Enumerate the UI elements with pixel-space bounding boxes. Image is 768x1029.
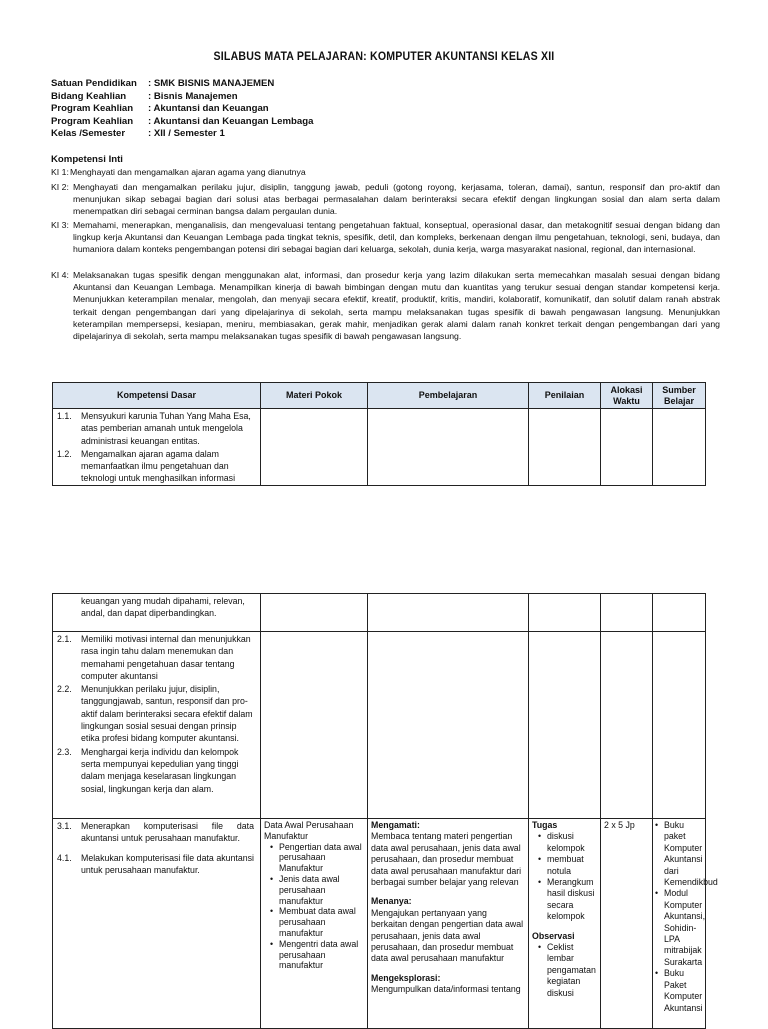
- pembelajaran-text: Mengajukan pertanyaan yang berkaitan dengan pengertian data awal perusahaan, jenis data awal perusahaan, dan prosedur membuat data awal perusahaan manufaktur: [371, 907, 524, 964]
- alokasi-waktu-value: 2 x 5 Jp: [604, 820, 635, 830]
- materi-pokok-cell: [261, 819, 368, 1029]
- empty-cell: [653, 594, 706, 632]
- meta-key: Kelas /Semester: [51, 128, 126, 140]
- empty-cell: [653, 409, 706, 486]
- penilaian-item: • Ceklist lembar pengamatan kegiatan diskusi: [547, 942, 597, 999]
- meta-value: : Akuntansi dan Keuangan: [148, 103, 269, 115]
- empty-cell: [261, 409, 368, 486]
- pembelajaran-cell: [368, 819, 529, 1029]
- kd-text: Memiliki motivasi internal dan menunjukkan rasa ingin tahu dalam menemukan dan memahami pengetahuan dasar tentang computer akuntansi: [81, 634, 251, 681]
- empty-cell: [261, 594, 368, 632]
- kd-text: Menghargai kerja individu dan kelompok serta mempunyai kepedulian yang tinggi dalam menjaga keselarasan lingkungan sosial, lingkungan kerja dan alam.: [81, 746, 239, 794]
- meta-key: Satuan Pendidikan: [51, 78, 137, 89]
- document-meta: [51, 78, 313, 141]
- kd-item: [53, 632, 260, 682]
- penilaian-item: • membuat notula: [547, 854, 597, 877]
- kd-number: 4.1.: [57, 852, 72, 863]
- table-row: [53, 632, 706, 819]
- empty-cell: [368, 594, 529, 632]
- ki-2: [51, 181, 720, 218]
- meta-value: : SMK BISNIS MANAJEMEN: [148, 78, 275, 89]
- meta-key: Program Keahlian: [51, 115, 134, 127]
- empty-cell: [601, 594, 653, 632]
- header-materi-pokok: Materi Pokok: [261, 383, 368, 409]
- sumber-belajar-cell: [653, 819, 718, 1029]
- meta-value: : XII / Semester 1: [148, 128, 225, 140]
- meta-value: : Akuntansi dan Keuangan Lembaga: [148, 115, 314, 127]
- empty-cell: [529, 594, 601, 632]
- materi-list: [264, 842, 364, 972]
- header-alokasi-waktu: Alokasi Waktu: [601, 383, 653, 409]
- empty-cell: [261, 632, 368, 819]
- meta-key: Program Keahlian: [51, 103, 134, 115]
- table-row: [53, 594, 706, 632]
- table-row: [53, 819, 706, 1029]
- ki-text: Melaksanakan tugas spesifik dengan menggunakan alat, informasi, dan prosedur kerja yang lazim dilakukan serta memecahkan masalah sesuai dengan bidang Akuntansi dan Keuangan Lembaga. Menampilkan kinerja di bawah bimbingan dengan mutu dan kuantitas yang terukur sesuai dengan standar kompetensi kerja. Menunjukkan keterampilan menalar, mengolah, dan menyaji secara efektif, kreatif, produktif, kritis, mandiri, kolaboratif, komunikatif, dan solutif dalam ranah abstrak terkait dengan pengembangan dari yang dipelajarinya di sekolah, serta mampu melaksanakan tugas spesifik di bawah pengawasan langsung. Menunjukkan keterampilan mempersepsi, kesiapan, meniru, membiasakan, gerak mahir, menjadikan gerak alami dalam ranah konkret terkait dengan pengembangan dari yang dipelajarinya di sekolah, serta mampu melaksanakan tugas spesifik di bawah pengawasan langsung.: [73, 270, 720, 342]
- kd-item: [53, 409, 260, 447]
- kd-text: Menunjukkan perilaku jujur, disiplin, tanggungjawab, santun, responsif dan pro-aktif dalam berinteraksi secara efektif dalam lingkungan sosial sesuai dengan prinsip etika profesi bidang komputer akuntansi.: [81, 684, 253, 744]
- kd-item: [53, 851, 260, 877]
- penilaian-cell: [529, 819, 601, 1029]
- header-pembelajaran: Pembelajaran: [368, 383, 529, 409]
- meta-value: : Bisnis Manajemen: [148, 90, 238, 102]
- alokasi-waktu-cell: [601, 819, 653, 1029]
- ki-text: Menghayati dan mengamalkan ajaran agama yang dianutnya: [70, 167, 306, 177]
- penilaian-list: [532, 942, 597, 999]
- kd-item: [53, 745, 260, 795]
- pembelajaran-text: Mengumpulkan data/informasi tentang: [371, 984, 521, 995]
- header-penilaian: Penilaian: [529, 383, 601, 409]
- sumber-item: • Modul Komputer Akuntansi, Sohidin-LPA mitrabijak Surakarta: [664, 888, 702, 968]
- kd-item: [53, 447, 260, 485]
- materi-item: • Jenis data awal perusahaan manufaktur: [279, 874, 364, 906]
- ki-4: [51, 269, 720, 342]
- pembelajaran-heading: Mengamati:: [371, 820, 420, 830]
- materi-item: • Membuat data awal perusahaan manufaktur: [279, 906, 364, 938]
- meta-row: [51, 116, 313, 129]
- kd-text: Menerapkan komputerisasi file data akuntansi untuk perusahaan manufaktur.: [81, 821, 254, 844]
- kd-number: 2.2.: [57, 684, 72, 695]
- penilaian-list: [532, 831, 597, 922]
- ki-number: KI 2:: [51, 182, 69, 192]
- ki-1: [51, 166, 720, 178]
- meta-row: [51, 91, 313, 104]
- table-row: [53, 409, 706, 486]
- ki-text: Memahami, menerapkan, menganalisis, dan mengevaluasi tentang pengetahuan faktual, konseptual, operasional dasar, dan metakognitif sesuai dengan bidang dan lingkup kerja Akuntansi dan Keuangan Lembaga pada tingkat teknis, spesifik, detil, dan kompleks, berkenaan dengan ilmu pengetahuan, teknologi, seni, budaya, dan humaniora dalam konteks pengembangan potensi diri sebagai bagian dari keluarga, sekolah, dunia kerja, warga masyarakat nasional, regional, dan internasional.: [73, 220, 720, 255]
- sumber-item: • Buku Paket Komputer Akuntansi: [664, 968, 702, 1014]
- pembelajaran-heading: Mengeksplorasi:: [371, 972, 441, 983]
- ki-number: KI 1:: [51, 167, 69, 177]
- ki-3: [51, 219, 720, 256]
- kd-text: Mengamalkan ajaran agama dalam memanfaatkan ilmu pengetahuan dan teknologi untuk menghasilkan informasi: [81, 448, 236, 484]
- header-sumber-belajar: Sumber Belajar: [653, 383, 706, 409]
- sumber-item: • Buku paket Komputer Akuntansi dari Kemendikbud: [664, 820, 702, 888]
- empty-cell: [653, 632, 706, 819]
- kd-cell: [53, 632, 261, 819]
- kd-item: [53, 819, 260, 845]
- empty-cell: [529, 632, 601, 819]
- syllabus-table-part1: [52, 382, 706, 486]
- empty-cell: [529, 409, 601, 486]
- kd-number: 3.1.: [57, 821, 72, 831]
- kd-text: keuangan yang mudah dipahami, relevan, andal, dan dapat diperbandingkan.: [81, 596, 245, 619]
- empty-cell: [368, 632, 529, 819]
- meta-row: [51, 128, 313, 141]
- materi-title: Data Awal Perusahaan Manufaktur: [264, 820, 354, 841]
- kd-text: Melakukan komputerisasi file data akuntansi untuk perusahaan manufaktur.: [81, 852, 254, 875]
- meta-key: Bidang Keahlian: [51, 90, 127, 102]
- kd-text: Mensyukuri karunia Tuhan Yang Maha Esa, atas pemberian amanah untuk mengelola administrasi keuangan entitas.: [81, 411, 251, 446]
- empty-cell: [601, 409, 653, 486]
- sumber-list: [654, 820, 718, 1014]
- ki-number: KI 3:: [51, 220, 69, 230]
- kd-number: 1.1.: [57, 411, 72, 421]
- penilaian-heading: Observasi: [532, 930, 575, 941]
- ki-number: KI 4:: [51, 270, 69, 280]
- kd-cell: [53, 409, 261, 486]
- document-title: SILABUS MATA PELAJARAN: KOMPUTER AKUNTANSI KELAS XII: [213, 51, 555, 63]
- meta-row: [51, 103, 313, 116]
- ki-text: Menghayati dan mengamalkan perilaku jujur, disiplin, tanggung jawab, peduli (gotong royong, kerjasama, toleran, damai), santun, responsif dan pro-aktif dan menunjukan sikap sebagai bagian dari solusi atas berbagai permasalahan dalam berinteraksi secara efektif dengan lingkungan sosial dan alam serta dalam menempatkan diri sebagai cerminan bangsa dalam pergaulan dunia.: [73, 182, 720, 217]
- penilaian-item: • Merangkum hasil diskusi secara kelompok: [547, 877, 597, 923]
- kd-item: [53, 594, 260, 620]
- kd-item: [53, 682, 260, 744]
- materi-item: • Mengentri data awal perusahaan manufaktur: [279, 939, 364, 971]
- pembelajaran-heading: Menanya:: [371, 896, 412, 907]
- header-kompetensi-dasar: Kompetensi Dasar: [53, 383, 261, 409]
- materi-item: • Pengertian data awal perusahaan Manufaktur: [279, 842, 364, 874]
- kd-number: 1.2.: [57, 448, 72, 459]
- kd-continuation-cell: [53, 594, 261, 632]
- penilaian-item: • diskusi kelompok: [547, 831, 597, 854]
- kompetensi-inti-heading: Kompetensi Inti: [51, 154, 123, 165]
- syllabus-table-part2: [52, 593, 718, 1029]
- meta-row: [51, 78, 313, 91]
- kd-cell: [53, 819, 261, 1029]
- pembelajaran-text: Membaca tentang materi pengertian data awal perusahaan, jenis data awal perusahaan, dan prosedur membuat data awal perusahaan manufaktur dari berbagai sumber belajar yang relevan: [371, 831, 522, 888]
- empty-cell: [368, 409, 529, 486]
- kd-number: 2.3.: [57, 746, 72, 757]
- penilaian-heading: Tugas: [532, 820, 558, 830]
- kd-number: 2.1.: [57, 634, 72, 644]
- empty-cell: [601, 632, 653, 819]
